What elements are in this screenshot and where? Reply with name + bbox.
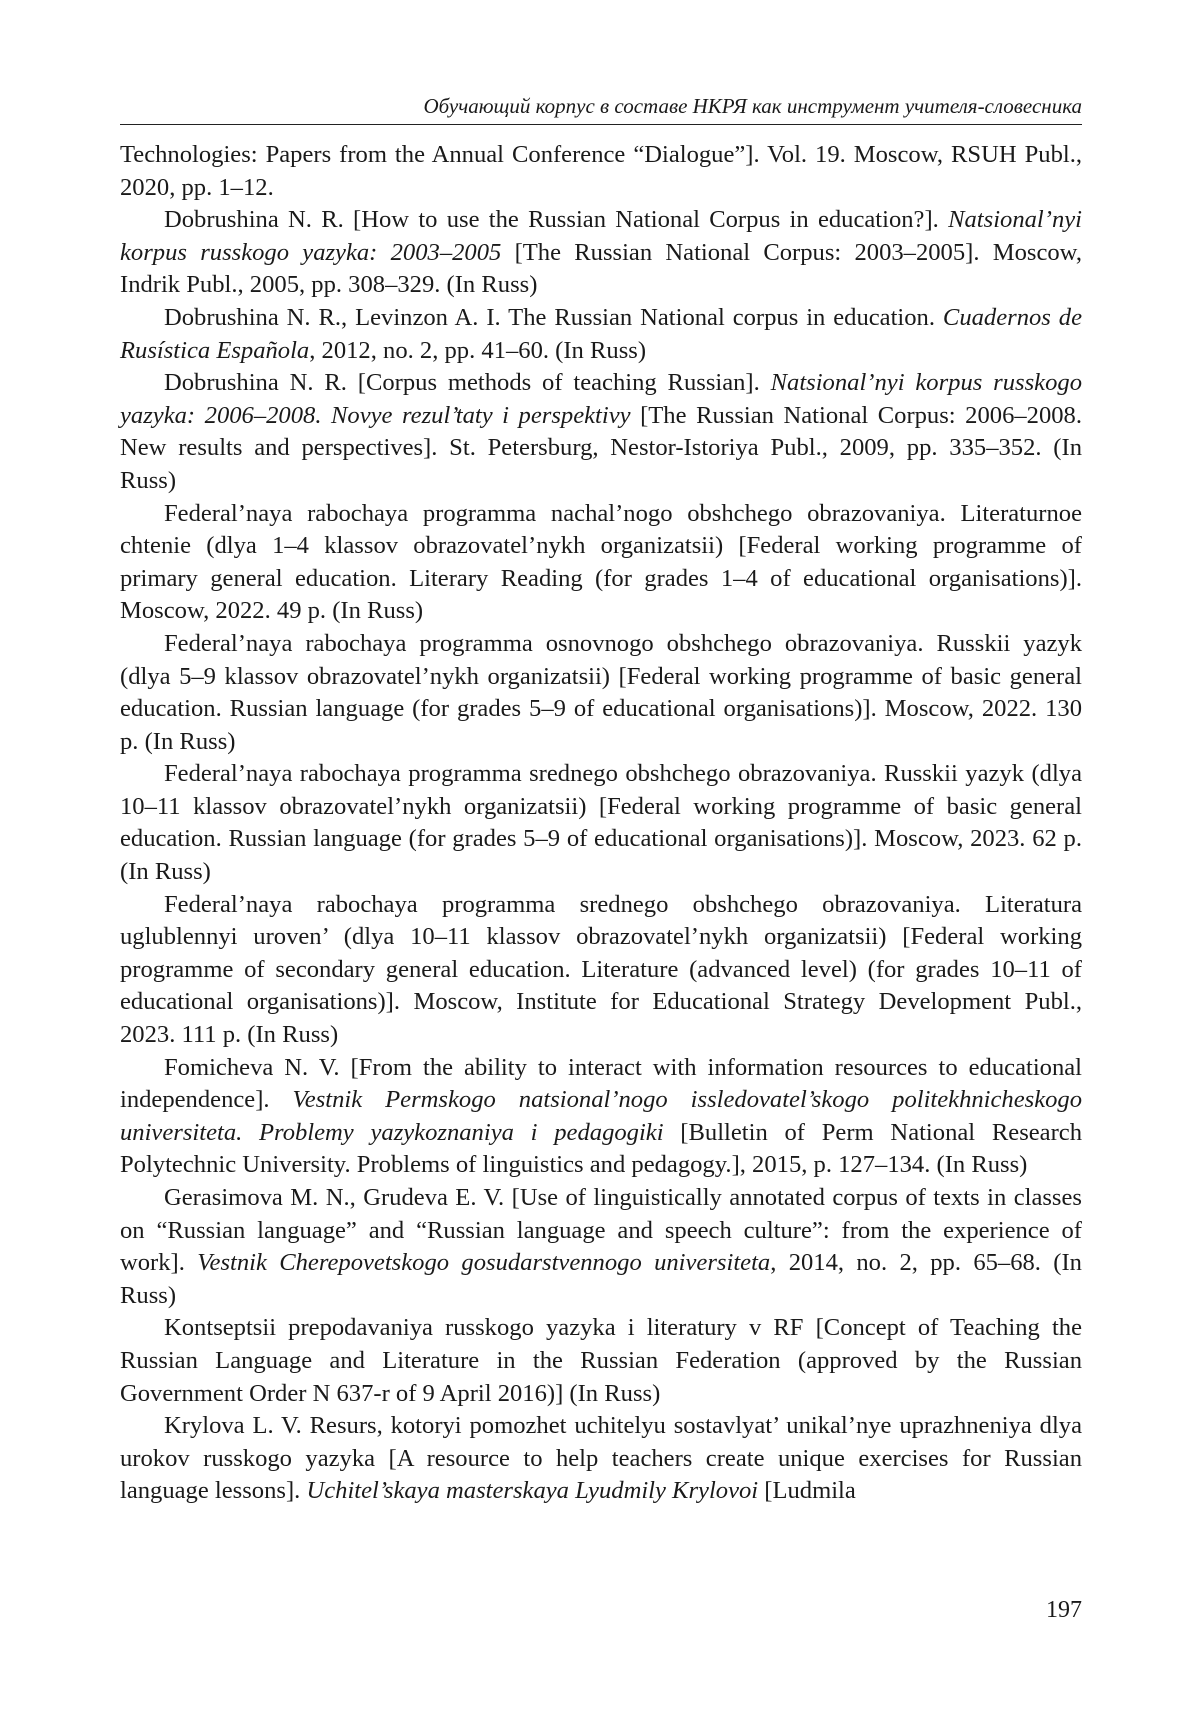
reference-text: Fomicheva N. V. [From the ability to interact with information resources to educational independence]. <box>120 1053 1082 1114</box>
reference-text: Federal’naya rabochaya programma srednego obshchego obrazovaniya. Literatura uglublennyi uroven’ (dlya 10–11 klassov obrazovatel’nykh organizatsii) [Federal working programme of secondary general education. Literature (advanced level) (for grades 10–11 of educational organisations)]. Moscow, Institute for Educational Strategy Development Publ., 2023. 111 p. (In Russ) <box>120 890 1082 1049</box>
reference-source-title: Vestnik Permskogo natsional’nogo issledovatel’skogo politekhnicheskogo universiteta. Problemy yazykoznaniya i pedagogiki <box>120 1086 1083 1146</box>
reference-source-title: Cuadernos de Rusística Española <box>120 303 1082 364</box>
reference-entry <box>120 302 1082 367</box>
journal-page <box>120 92 1082 1508</box>
reference-text: [The Russian National Corpus: 2006–2008. New results and perspectives]. St. Petersburg, Nestor-Istoriya Publ., 2009, pp. 335–352. (In Russ) <box>120 401 1082 494</box>
reference-text: Gerasimova M. N., Grudeva E. V. [Use of linguistically annotated corpus of texts in classes on “Russian language” and “Russian language and speech culture”: from the experience of work]. <box>120 1184 1082 1277</box>
reference-text: Krylova L. V. Resurs, kotoryi pomozhet uchitelyu sostavlyat’ unikal’nye uprazhneniya dlya urokov russkogo yazyka [A resource to help teachers create unique exercises for Russian language lessons]. <box>120 1412 1082 1505</box>
reference-entry <box>120 628 1082 758</box>
reference-text: Technologies: Papers from the Annual Conference “Dialogue”]. Vol. 19. Moscow, RSUH Publ., 2020, pp. 1–12. <box>120 141 1082 201</box>
reference-text: [Ludmila <box>758 1477 856 1505</box>
reference-text: , 2012, no. 2, pp. 41–60. (In Russ) <box>309 336 647 364</box>
reference-source-title: Natsional’nyi korpus russkogo yazyka: 2006–2008. Novye rezul’taty i perspektivy <box>120 369 1082 429</box>
reference-entry <box>120 1182 1082 1312</box>
reference-text: [The Russian National Corpus: 2003–2005]. Moscow, Indrik Publ., 2005, pp. 308–329. (In Russ) <box>120 238 1082 299</box>
reference-entry <box>120 1312 1082 1410</box>
reference-text: Dobrushina N. R. [How to use the Russian National Corpus in education?]. <box>164 206 949 234</box>
reference-entry <box>120 758 1082 888</box>
reference-text: , 2014, no. 2, pp. 65–68. (In Russ) <box>120 1249 1082 1309</box>
reference-text: Dobrushina N. R. [Corpus methods of teaching Russian]. <box>164 369 771 397</box>
reference-text: Federal’naya rabochaya programma nachal’nogo obshchego obrazovaniya. Literaturnoe chtenie (dlya 1–4 klassov obrazovatel’nykh organizatsii) [Federal working programme of primary general education. Literary Reading (for grades 1–4 of educational organisations)]. Moscow, 2022. 49 p. (In Russ) <box>120 499 1082 625</box>
reference-source-title: Uchitel’skaya masterskaya Lyudmily Krylovoi <box>306 1477 759 1505</box>
reference-list <box>120 139 1082 1508</box>
reference-entry <box>120 139 1082 204</box>
reference-source-title: Natsional’nyi korpus russkogo yazyka: 2003–2005 <box>120 206 1082 266</box>
reference-text: Kontseptsii prepodavaniya russkogo yazyka i literatury v RF [Concept of Teaching the Russian Language and Literature in the Russian Federation (approved by the Russian Government Order N 637-r of 9 April 2016)] (In Russ) <box>120 1314 1082 1407</box>
reference-entry <box>120 889 1082 1052</box>
reference-entry <box>120 204 1082 302</box>
running-header: Обучающий корпус в составе НКРЯ как инструмент учителя-словесника <box>120 92 1082 125</box>
reference-text: [Bulletin of Perm National Research Polytechnic University. Problems of linguistics and pedagogy.], 2015, p. 127–134. (In Russ) <box>120 1118 1082 1179</box>
reference-entry <box>120 1410 1082 1508</box>
reference-entry <box>120 1052 1082 1182</box>
reference-text: Federal’naya rabochaya programma osnovnogo obshchego obrazovaniya. Russkii yazyk (dlya 5–9 klassov obrazovatel’nykh organizatsii) [Federal working programme of basic general education. Russian language (for grades 5–9 of educational organisations)]. Moscow, 2022. 130 p. (In Russ) <box>120 629 1082 755</box>
reference-entry <box>120 498 1082 628</box>
reference-text: Dobrushina N. R., Levinzon A. I. The Russian National corpus in education. <box>164 303 943 331</box>
page-number: 197 <box>1046 1597 1082 1623</box>
reference-entry <box>120 367 1082 497</box>
reference-text: Federal’naya rabochaya programma srednego obshchego obrazovaniya. Russkii yazyk (dlya 10–11 klassov obrazovatel’nykh organizatsii) [Federal working programme of basic general education. Russian language (for grades 5–9 of educational organisations)]. Moscow, 2023. 62 p. (In Russ) <box>120 760 1082 886</box>
reference-source-title: Vestnik Cherepovetskogo gosudarstvennogo universiteta <box>197 1249 771 1277</box>
